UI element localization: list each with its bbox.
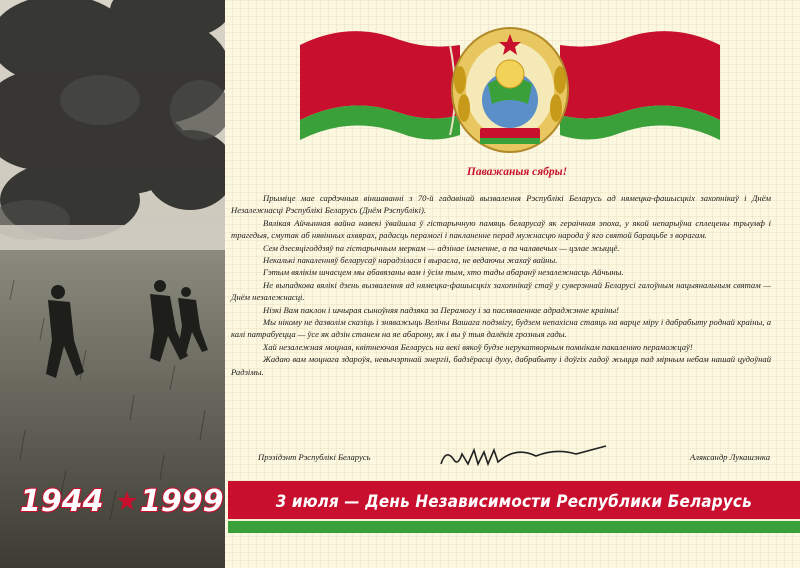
letter-paragraph: Гэтым вялікім шчасцем мы абавязаны вам і ўсім тым, хто тады абаранў незалежнасць Айчыны. — [263, 267, 624, 278]
year-start: 1944 — [20, 484, 104, 519]
greeting-heading: Паважаныя сябры! — [466, 166, 568, 178]
signature-row — [258, 446, 770, 470]
state-emblem-with-flags — [290, 15, 730, 165]
letter-paragraph: Сем дзесяцігоддзяў па гістарычным меркам — адзінае імгненне, а па чалавечых — цэлае жыццё. — [263, 242, 620, 253]
letter-paragraph: Хай незалежная моцная, квітнеючая Беларусь на векі вякоў будзе нерукатворным помнікам пакаленню пераможцаў! — [263, 341, 693, 352]
letter-paragraph: Прыміце мае сардэчныя віншаванні з 70-й гадавінай вызвалення Рэспублікі Беларусь ад нямецка-фашысцкіх захопнікаў і Днём Незалежнасці Рэспублікі Беларусь (Днём Рэспублікі). — [231, 193, 771, 216]
signer-name: Аляксандр Лукашэнка — [689, 452, 770, 462]
years-label — [20, 484, 224, 524]
red-star-icon — [116, 490, 138, 512]
war-photograph — [0, 0, 225, 568]
letter-paragraph: Жадаю вам моцнага здароўя, невычэрпнай энергіі, бадзёрасці духу, дабрабыту і доўгіх гадоў жыцця пад мірным небам нашай цудоўнай Радзімы. — [231, 354, 771, 377]
letter-paragraph: Не выпадкова вялікі дзень вызвалення ад нямецка-фашысцкіх захопнікаў стаў у суверэннай Беларусі галоўным нацыянальным святам — Днём незалежнасці. — [231, 279, 771, 303]
letter-paragraph: Нізкі Вам паклон і шчырая сыноўняя падзяка за Перамогу і за пасляваеннае адраджэнне краіны! — [263, 304, 620, 315]
letter-paragraph: Некалькі пакаленняў беларусаў нарадзілася і вырасла, не ведаючы жахаў вайны. — [263, 255, 558, 266]
letter-body — [231, 192, 771, 378]
banner-green-stripe — [228, 521, 800, 533]
signer-position: Прэзідэнт Рэспублікі Беларусь — [258, 452, 371, 462]
letter-paragraph: Вялікая Айчынная вайна навекі ўвайшла ў гістарычную памяць беларусаў як гераічная эпоха, у якой непарыўна сплецены трыумф і трагедыя, смутак аб нявінных ахвярах, радасць перамогі і пакланенне перад мужнасцю народа ў яго святой барацьбе з ворагам. — [231, 217, 771, 241]
holiday-title: 3 июля — День Независимости Республики Беларусь — [275, 491, 753, 511]
year-end: 1999 — [140, 484, 224, 519]
letter-paragraph: Мы нікому не дазволім сказіць і зняважыць Велічы Вашага подзвігу, будзем непахісна стаяць на варце міру і дабрабыту роднай краіны, а калі патрабуецца — ўсе як адзін станем на яе абарону, як і вы ў тыя далёкія грозныя гады. — [231, 317, 771, 340]
handwritten-signature — [436, 440, 616, 470]
holiday-banner — [228, 481, 800, 521]
